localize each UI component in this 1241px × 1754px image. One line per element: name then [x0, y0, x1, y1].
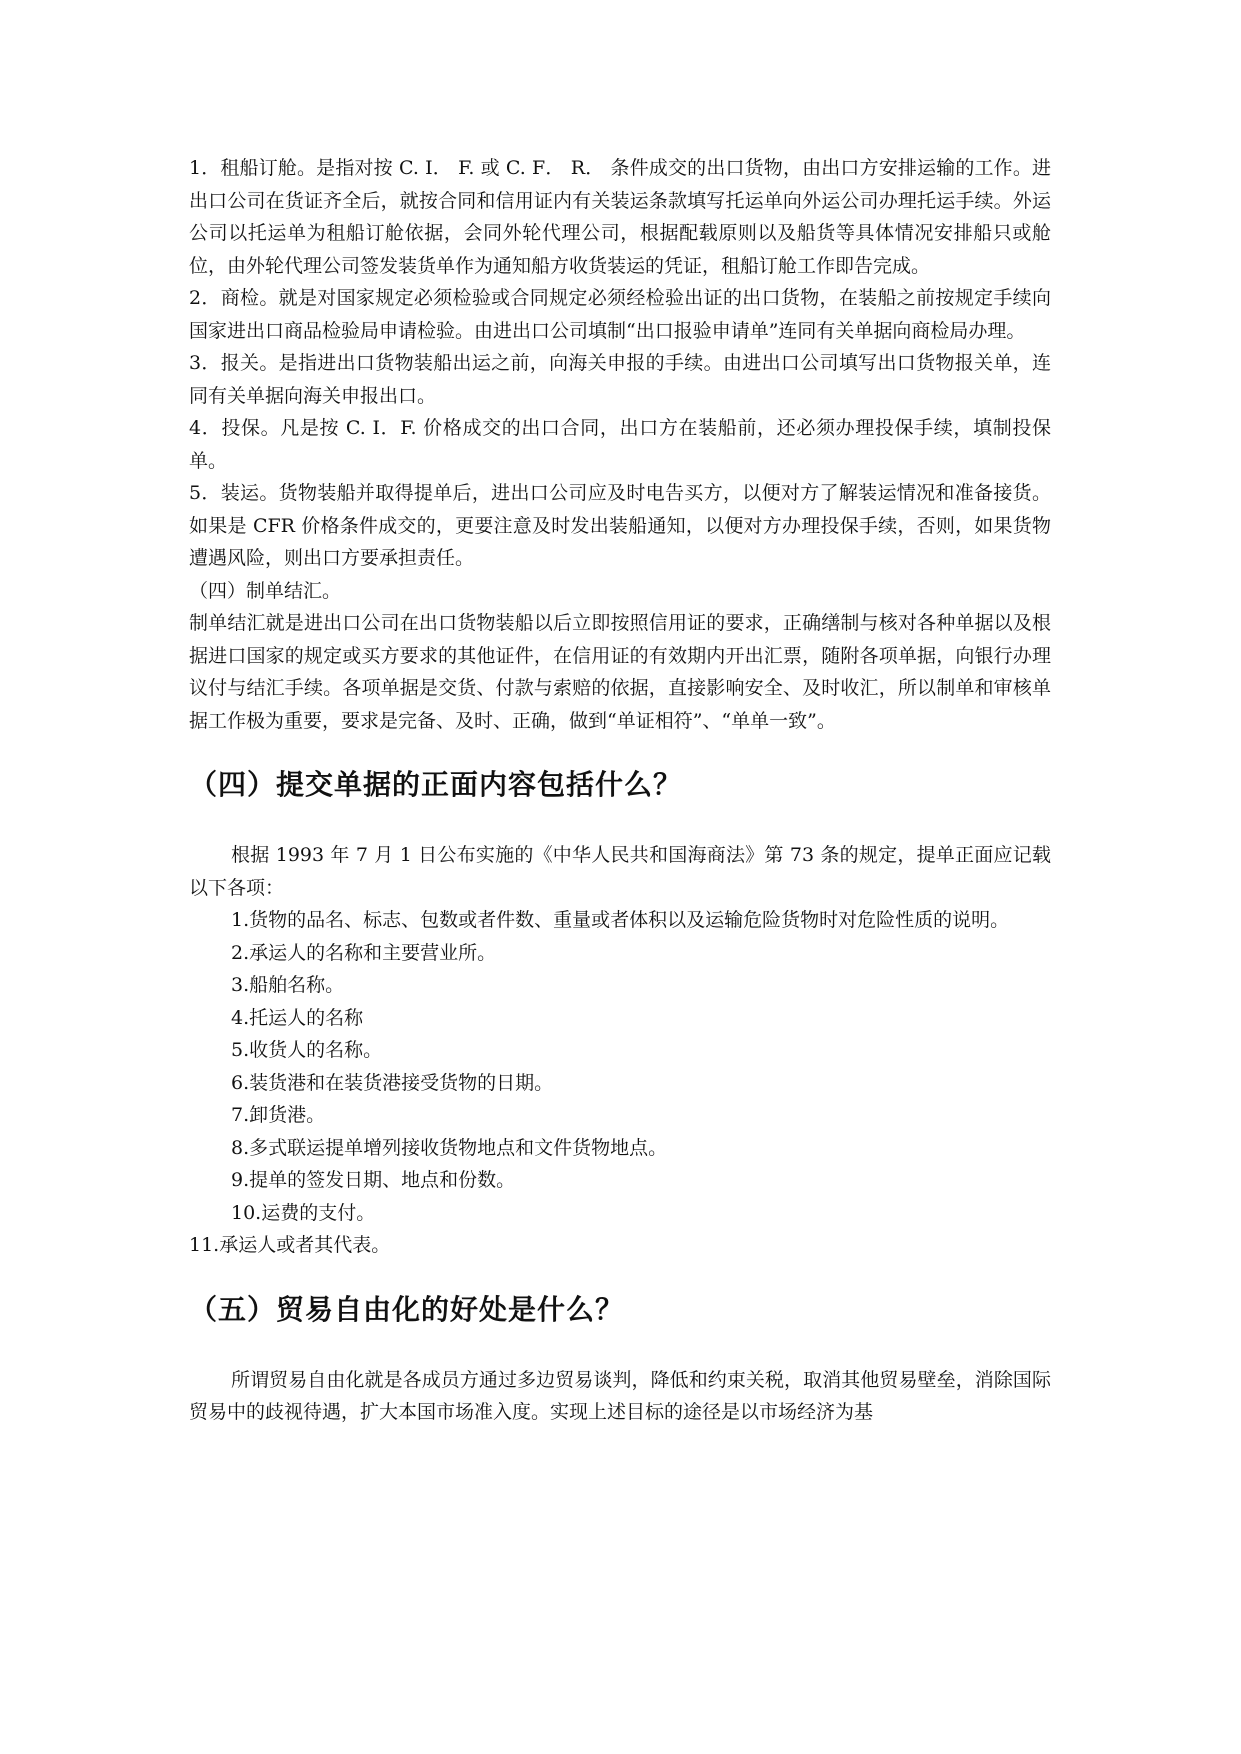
paragraph-document-settlement: 制单结汇就是进出口公司在出口货物装船以后立即按照信用证的要求，正确缮制与核对各种单据以及根据进口国家的规定或买方要求的其他证件，在信用证的有效期内开出汇票，随附各项单据，向银行办理议付与结汇手续。各项单据是交货、付款与索赔的依据，直接影响安全、及时收汇，所以制单和审核单据工作极为重要，要求是完备、及时、正确，做到“单证相符”、“单单一致”。	[189, 612, 1051, 732]
list-item: 11.承运人或者其代表。	[189, 1234, 391, 1256]
list-item: 1.货物的品名、标志、包数或者件数、重量或者体积以及运输危险货物时对危险性质的说明。	[231, 909, 1010, 931]
list-item: 3.船舶名称。	[231, 974, 345, 996]
list-item: 10.运费的支付。	[231, 1201, 376, 1224]
paragraph-shipment: 5．装运。货物装船并取得提单后，进出口公司应及时电告买方，以便对方了解装运情况和准备接货。如果是 CFR 价格条件成交的，更要注意及时发出装船通知，以便对方办理投保手续，否则，如果货物遭遇风险，则出口方要承担责任。	[189, 482, 1051, 569]
section-5-paragraph: 所谓贸易自由化就是各成员方通过多边贸易谈判，降低和约束关税，取消其他贸易壁垒，消除国际贸易中的歧视待遇，扩大本国市场准入度。实现上述目标的途径是以市场经济为基	[189, 1368, 1051, 1423]
list-item: 2.承运人的名称和主要营业所。	[231, 941, 497, 964]
list-item: 9.提单的签发日期、地点和份数。	[231, 1169, 516, 1191]
paragraph-inspection: 2．商检。就是对国家规定必须检验或合同规定必须经检验出证的出口货物，在装船之前按规定手续向国家进出口商品检验局申请检验。由进出口公司填制“出口报验申请单”连同有关单据向商检局办理。	[189, 287, 1051, 342]
list-item: 8.多式联运提单增列接收货物地点和文件货物地点。	[231, 1136, 668, 1159]
list-item: 6.装货港和在装货港接受货物的日期。	[231, 1071, 554, 1094]
section-3-body	[189, 152, 1051, 737]
list-item: 5.收货人的名称。	[231, 1039, 383, 1061]
document-page	[189, 152, 1051, 1429]
paragraph-customs: 3．报关。是指进出口货物装船出运之前，向海关申报的手续。由进出口公司填写出口货物报关单，连同有关单据向海关申报出口。	[189, 352, 1051, 407]
section-4-heading: （四）提交单据的正面内容包括什么？	[189, 768, 683, 801]
section-4-body	[189, 839, 1051, 1262]
paragraph-insurance: 4．投保。凡是按 C. I．F. 价格成交的出口合同，出口方在装船前，还必须办理投保手续，填制投保单。	[189, 417, 1051, 472]
subheading-document-settlement: （四）制单结汇。	[189, 579, 342, 602]
list-item: 4.托运人的名称	[231, 1006, 364, 1029]
section-5-body	[189, 1364, 1051, 1429]
section-4-intro: 根据 1993 年 7 月 1 日公布实施的《中华人民共和国海商法》第 73 条的规定，提单正面应记载以下各项：	[189, 844, 1051, 899]
paragraph-chartering: 1．租船订舱。是指对按 C. I． F. 或 C. F． R． 条件成交的出口货物，由出口方安排运输的工作。进出口公司在货证齐全后，就按合同和信用证内有关装运条款填写托运单向外运公司办理托运手续。外运公司以托运单为租船订舱依据，会同外轮代理公司，根据配载原则以及船货等具体情况安排船只或舱位，由外轮代理公司签发装货单作为通知船方收货装运的凭证，租船订舱工作即告完成。	[189, 157, 1051, 277]
section-5-heading: （五）贸易自由化的好处是什么？	[189, 1292, 625, 1326]
list-item: 7.卸货港。	[231, 1104, 326, 1126]
